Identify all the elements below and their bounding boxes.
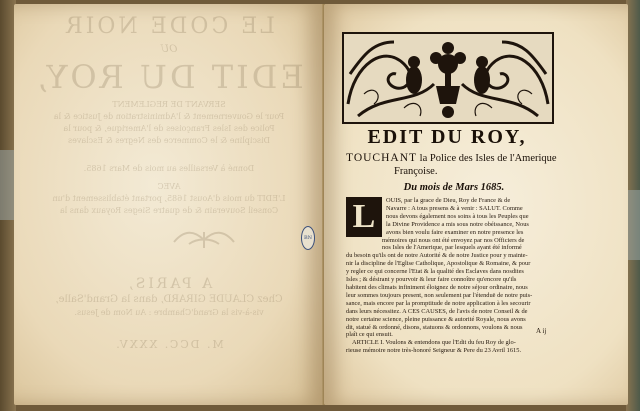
- ghost-line: L'EDIT du mois d'Aoust 1685, portant établissement d'un: [52, 194, 286, 203]
- body-line: habitent des climats infiniment éloignez de notre séjour ordinaire, nous: [346, 283, 528, 291]
- ghost-title-line1: LE CODE NOIR: [63, 14, 275, 39]
- body-line: du besoin qu'ils ont de notre Autorité & de notre Justice pour y mainte-: [346, 252, 528, 260]
- body-line: plaît ce qui ensuit.: [346, 331, 393, 339]
- body-line: rieuse mémoire notre très-honoré Seigneur & Pere du 23 Avril 1615.: [346, 347, 522, 355]
- ghost-publisher-2: vis-à-vis la Grand'Chambre : Au Nom de Jesus.: [74, 308, 264, 317]
- ghost-title-ou: OU: [160, 44, 178, 55]
- page-title: EDIT DU ROY,: [367, 126, 527, 148]
- body-line: Isles ; & désirant y pourvoir & leur faire connoître qu'encore qu'ils: [346, 276, 517, 284]
- ghost-line: Discipline & le Commerce des Negres & Esclaves: [67, 136, 271, 145]
- body-line: ARTICLE I. Voulons & entendons que l'Edit du feu Roy de glo-: [352, 339, 516, 347]
- engraved-headpiece: [342, 32, 554, 124]
- body-line: nous devons également nos soins à tous les Peuples que: [386, 212, 529, 220]
- body-line: leur sommes toujours present, non seulement par l'étenduë de notre puis-: [346, 291, 533, 299]
- ghost-line: Donné à Versailles au mois de Mars 1685.: [83, 164, 255, 173]
- body-line: dans leurs nécessitez. A CES CAUSES, de l'avis de notre Conseil & de: [346, 307, 528, 315]
- ghost-line: Pour le Gouvernement & l'Administration de Justice & la: [53, 112, 285, 121]
- drop-cap: L: [346, 197, 382, 237]
- ghost-line: AVEC: [157, 182, 181, 191]
- body-line: nir la discipline de l'Eglise Catholique, Apostolique & Romaine, & pour: [346, 260, 531, 268]
- subtitle: [346, 152, 566, 178]
- ghost-place: A PARIS,: [125, 276, 213, 292]
- signature-mark: A ij: [536, 327, 547, 335]
- ghost-line: Conseil Souverain & de quatre Sieges Royaux dans la: [59, 206, 279, 215]
- dateline: Du mois de Mars 1685.: [403, 182, 505, 193]
- body-line: notre certaine science, pleine puissance & autorité Royale, nous avons: [346, 315, 526, 323]
- subtitle-first-word: TOUCHANT: [346, 152, 418, 164]
- ghost-title-line2: EDIT DU ROY,: [34, 58, 304, 96]
- body-line: avons bien voulu faire examiner en notre presence les: [386, 228, 524, 236]
- body-line: dit, statué & ordonné, disons, statuons & ordonnons, voulons & nous: [346, 323, 523, 331]
- body-line: y regler ce qui concerne l'Etat & la qualité des Esclaves dans nosdites: [346, 268, 524, 276]
- left-page: [14, 4, 324, 405]
- body-line: sance, mais encore par la promptitude de notre application à les secourir: [346, 299, 531, 307]
- library-stamp: BN: [301, 226, 315, 250]
- body-line: Navarre : A tous presens & à venir : SALUT. Comme: [386, 204, 523, 212]
- body-line: nos Isles de l'Amerique, par lesquels ayant été informé: [382, 244, 522, 252]
- body-line: la Divine Providence a mis sous notre obéissance, Nous: [386, 220, 529, 228]
- subtitle-line2: Françoise.: [394, 166, 438, 177]
- body-line: mémoires qui nous ont été envoyez par nos Officiers de: [382, 236, 525, 244]
- book-binding-right: [626, 0, 640, 411]
- ghost-date: M. DCC. XXXV.: [114, 338, 224, 351]
- ghost-publisher: Chez CLAUDE GIRARD, dans la Grand'Salle,: [55, 294, 283, 305]
- ghost-line: Police des Isles Françoises de l'Amerique, & pour la: [63, 124, 275, 133]
- subtitle-rest: la Police des Isles de l'Amerique: [419, 153, 557, 164]
- body-line: OUIS, par la grace de Dieu, Roy de France & de: [386, 197, 511, 204]
- ghost-ornament-icon: [169, 228, 239, 250]
- ghost-line: SERVANT DE REGLEMENT: [112, 100, 226, 109]
- ornament-icon: [344, 34, 552, 122]
